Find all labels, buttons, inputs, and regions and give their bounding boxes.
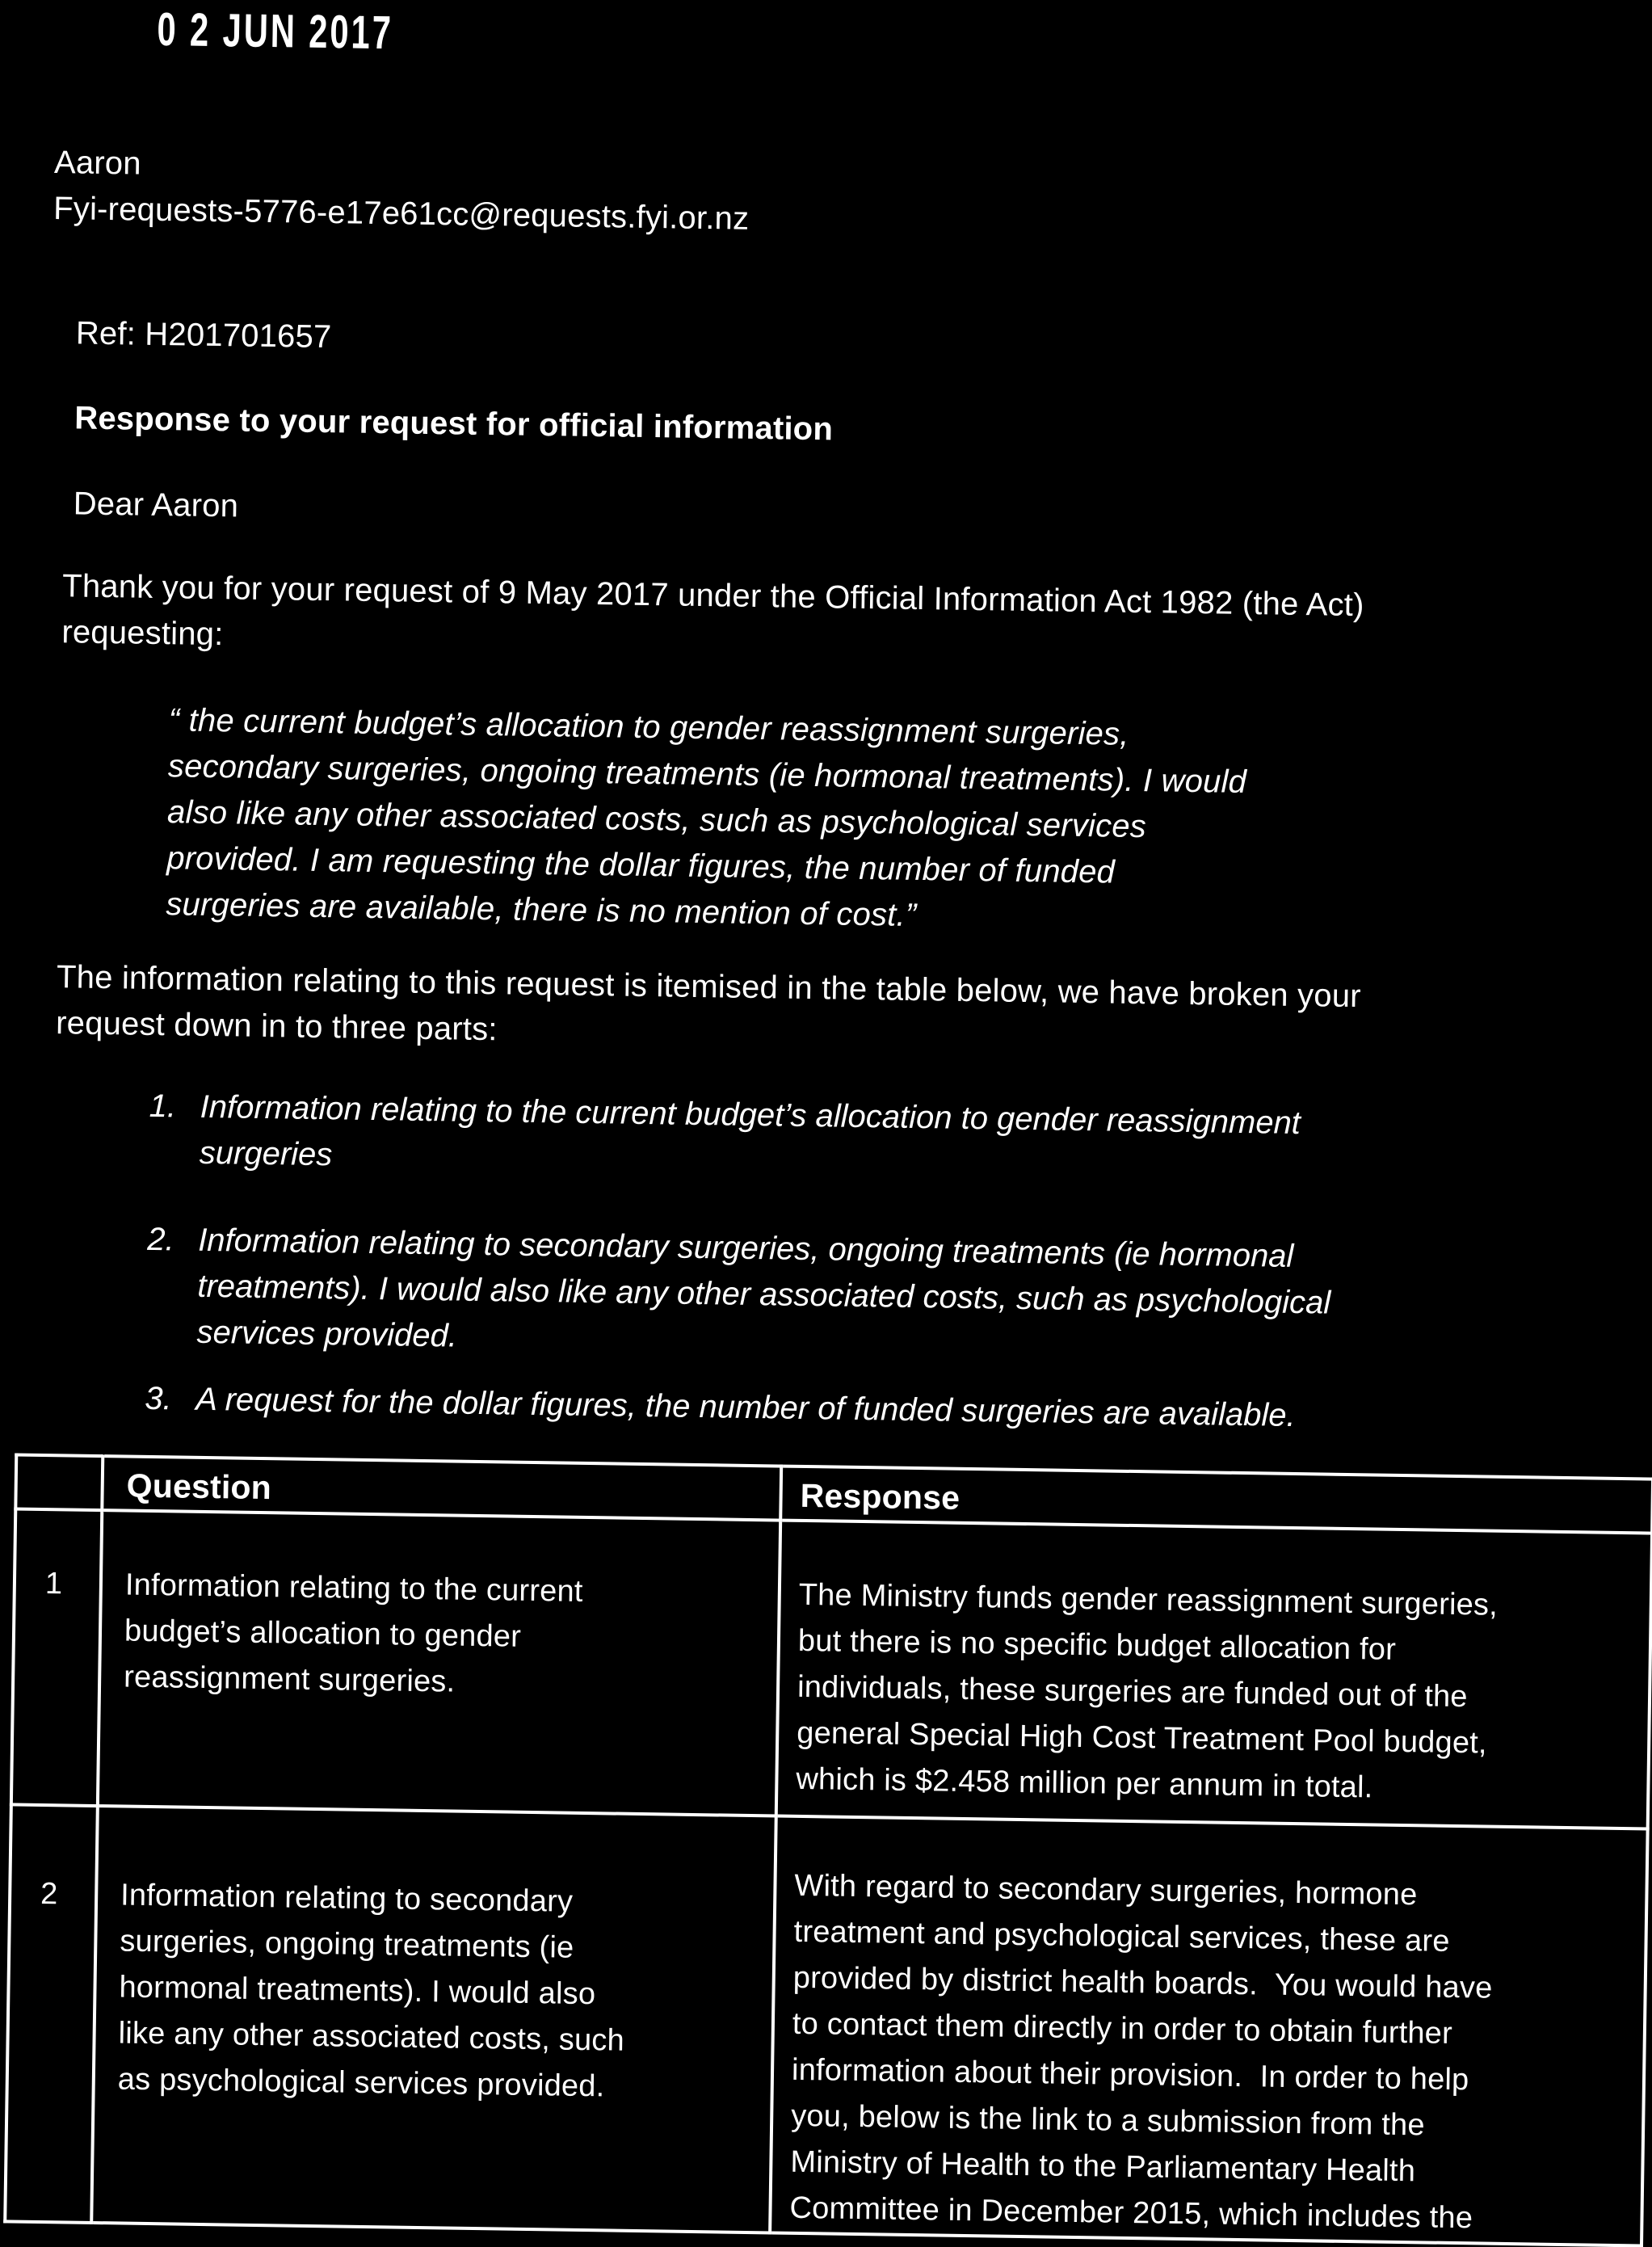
request-part-1-text: Information relating to the current budget’s allocation to gender reassignment surgeries	[199, 1088, 1301, 1173]
request-part-1	[148, 1084, 1595, 1197]
breakdown-intro-paragraph: The information relating to this request is itemised in the table below, we have broken your request down in to three parts:	[55, 959, 1362, 1048]
subject-line: Response to your request for official information	[74, 400, 834, 448]
table-row-1	[11, 1509, 1652, 1828]
request-part-2-number: 2.	[146, 1221, 174, 1258]
request-part-1-number: 1.	[149, 1088, 177, 1125]
row-1-number: 1	[11, 1509, 102, 1806]
request-part-3	[145, 1376, 1591, 1444]
recipient-block	[53, 140, 1186, 249]
row-2-question: Information relating to secondary surgeries, ongoing treatments (ie hormonal treatments). I would also like any other associated costs, such as psychological services provided.	[91, 1806, 776, 2232]
row-1-question: Information relating to the current budget’s allocation to gender reassignment surgeries.	[98, 1510, 780, 1816]
recipient-email: Fyi-requests-5776-e17e61cc@requests.fyi.or.nz	[53, 191, 750, 237]
request-part-2-text: Information relating to secondary surgeries, ongoing treatments (ie hormonal treatments). I would also like any other associated costs, such as psychological services provided.	[196, 1222, 1331, 1354]
recipient-name: Aaron	[53, 145, 142, 182]
table-header-response: Response	[780, 1466, 1652, 1534]
row-2-response: With regard to secondary surgeries, hormone treatment and psychological services, these are provided by district health boards. You would have to contact them directly in order to obtain further information about their provision. In order to help you, below is the link to a submission from the Ministry of Health to the Parliamentary Health Committee in December 2015, which includes the	[770, 1816, 1648, 2246]
row-2-number: 2	[5, 1804, 98, 2223]
table-row-2	[5, 1804, 1647, 2245]
request-part-3-text: A request for the dollar figures, the number of funded surgeries are available.	[195, 1381, 1297, 1433]
request-quote: “ the current budget’s allocation to gender reassignment surgeries, secondary surgeries, ongoing treatments (ie hormonal treatments). I would also like any other associated costs, such as psychological services provided. I am requesting the dollar figures, the number of funded surgeries are available, there is no mention of cost.”	[166, 702, 1247, 933]
request-part-3-number: 3.	[145, 1380, 173, 1417]
intro-paragraph: Thank you for your request of 9 May 2017 under the Official Information Act 1982 (the Act) requesting:	[61, 568, 1364, 653]
row-1-response: The Ministry funds gender reassignment surgeries, but there is no specific budget allocation for individuals, these surgeries are funded out of the general Special High Cost Treatment Pool budget, which is $2.458 million per annum in total.	[776, 1521, 1652, 1829]
request-part-2	[145, 1217, 1593, 1377]
table-header-question: Question	[102, 1456, 781, 1520]
received-date-stamp: 0 2 JUN 2017	[156, 2, 394, 60]
salutation: Dear Aaron	[73, 486, 239, 524]
reference-number: Ref: H201701657	[75, 315, 332, 356]
response-table	[3, 1453, 1652, 2247]
table-header-number	[15, 1454, 103, 1510]
